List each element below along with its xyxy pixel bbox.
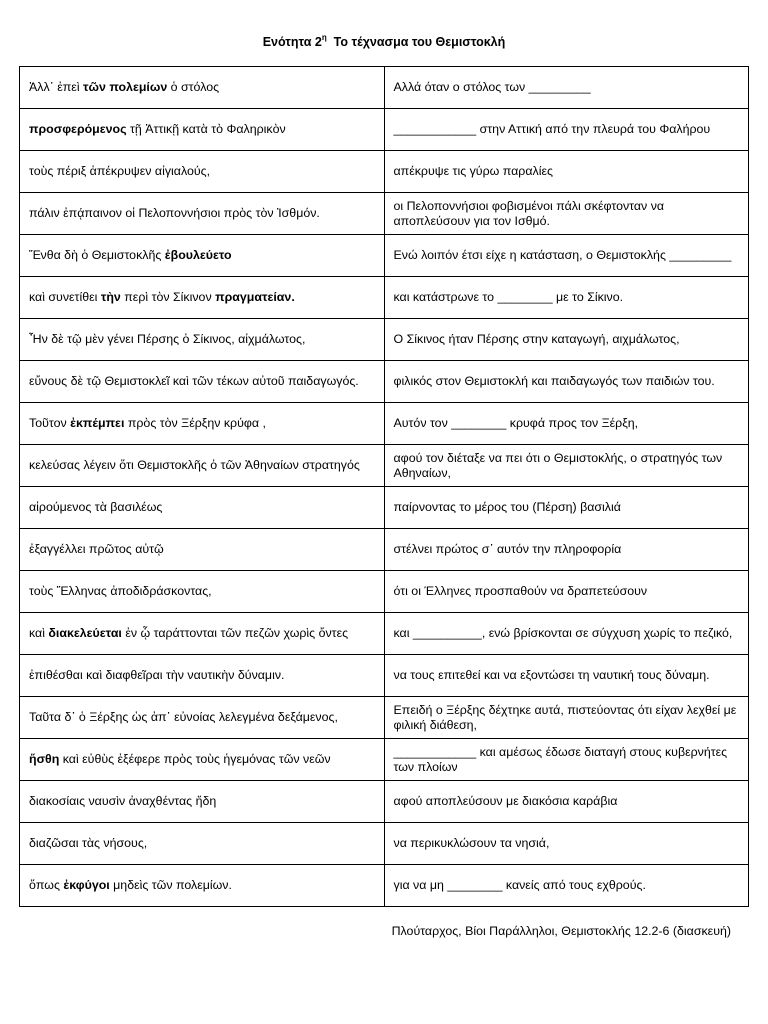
text-segment: εὔνους δὲ τῷ Θεμιστοκλεῖ καὶ τῶν τέκων αὐτοῦ παιδαγωγός. [29,374,359,389]
ancient-greek-cell [20,865,385,907]
ancient-greek-cell [20,235,385,277]
table-row [20,655,749,697]
modern-greek-cell [384,865,749,907]
text-segment: Ἔνθα δὴ ὁ Θεμιστοκλῆς [29,248,165,263]
translation-table [19,66,749,907]
ancient-greek-cell [20,487,385,529]
highlighted-term: διακελεύεται [48,626,122,641]
title-prefix: Ενότητα 2 [262,35,322,50]
table-row [20,865,749,907]
text-segment: Τοῦτον [29,416,71,431]
modern-greek-cell [384,613,749,655]
table-row [20,319,749,361]
text-segment: απέκρυψε τις γύρω παραλίες [393,164,553,179]
ancient-greek-cell [20,151,385,193]
text-segment: τοὺς Ἕλληνας ἀποδιδράσκοντας, [29,584,212,599]
table-row [20,403,749,445]
text-segment: και κατάστρωνε το ________ με το Σίκινο. [393,290,624,305]
translation-rows [20,67,749,907]
text-segment: ἐξαγγέλλει πρῶτος αὐτῷ [29,542,164,557]
ancient-greek-cell [20,781,385,823]
modern-greek-cell [384,235,749,277]
table-row [20,613,749,655]
table-row [20,67,749,109]
modern-greek-cell [384,151,749,193]
text-segment: στέλνει πρώτος σ᾽ αυτόν την πληροφορία [393,542,622,557]
text-segment: φιλικός στον Θεμιστοκλή και παιδαγωγός των παιδιών του. [393,374,715,389]
table-row [20,109,749,151]
text-segment: κελεύσας λέγειν ὅτι Θεμιστοκλῆς ὁ τῶν Ἀθηναίων στρατηγός [29,458,360,473]
modern-greek-cell [384,487,749,529]
text-segment: Επειδή ο Ξέρξης δέχτηκε αυτά, πιστεύοντας ότι είχαν λεχθεί με φιλική διάθεση, [393,703,737,732]
ancient-greek-cell [20,529,385,571]
highlighted-term: τῶν πολεμίων [83,80,168,95]
ancient-greek-cell [20,823,385,865]
text-segment: να τους επιτεθεί και να εξοντώσει τη ναυτική τους δύναμη. [393,668,710,683]
modern-greek-cell [384,697,749,739]
text-segment: ____________ και αμέσως έδωσε διαταγή στους κυβερνήτες των πλοίων [393,745,728,774]
text-segment: Αλλά όταν ο στόλος των _________ [393,80,591,95]
modern-greek-cell [384,571,749,613]
text-segment: παίρνοντας το μέρος του (Πέρση) βασιλιά [393,500,621,515]
table-row [20,361,749,403]
text-segment: ____________ στην Αττική από την πλευρά του Φαλήρου [393,122,711,137]
text-segment: Ο Σίκινος ήταν Πέρσης στην καταγωγή, αιχμάλωτος, [393,332,680,347]
text-segment: καὶ εὐθὺς ἐξέφερε πρὸς τοὺς ἡγεμόνας τῶν νεῶν [59,752,331,767]
text-segment: ὁ στόλος [167,80,220,95]
modern-greek-cell [384,403,749,445]
text-segment: ἐπιθέσθαι καὶ διαφθεῖραι τὴν ναυτικὴν δύναμιν. [29,668,285,683]
ancient-greek-cell [20,403,385,445]
text-segment: ότι οι Έλληνες προσπαθούν να δραπετεύσουν [393,584,648,599]
table-row [20,151,749,193]
text-segment: αἱρούμενος τὰ βασιλέως [29,500,163,515]
text-segment: αφού τον διέταξε να πει ότι ο Θεμιστοκλής, ο στρατηγός των Αθηναίων, [393,451,723,480]
text-segment: Ἦν δὲ τῷ μὲν γένει Πέρσης ὁ Σίκινος, αἰχμάλωτος, [29,332,306,347]
highlighted-term: τὴν [100,290,121,305]
title-superscript: η [321,33,327,42]
table-row [20,529,749,571]
highlighted-term: πραγματείαν. [215,290,295,305]
page-title [0,34,768,49]
text-segment: Ενώ λοιπόν έτσι είχε η κατάσταση, ο Θεμιστοκλής _________ [393,248,732,263]
text-segment: καὶ [29,626,49,641]
highlighted-term: ἥσθη [29,752,60,767]
modern-greek-cell [384,193,749,235]
text-segment: ἐν ᾧ ταράττονται τῶν πεζῶν χωρὶς ὄντες [121,626,349,641]
text-segment: πάλιν ἐπᾴπαινον οἱ Πελοποννήσιοι πρὸς τὸν Ἰσθμόν. [29,206,320,221]
modern-greek-cell [384,361,749,403]
modern-greek-cell [384,445,749,487]
text-segment: Ταῦτα δ᾽ ὁ Ξέρξης ὡς ἀπ᾽ εὐνοίας λελεγμένα δεξάμενος, [29,710,338,725]
text-segment: μηδεὶς τῶν πολεμίων. [109,878,232,893]
modern-greek-cell [384,529,749,571]
table-row [20,487,749,529]
table-row [20,823,749,865]
text-segment: καὶ συνετίθει [29,290,101,305]
table-row [20,571,749,613]
ancient-greek-cell [20,193,385,235]
table-row [20,235,749,277]
ancient-greek-cell [20,697,385,739]
modern-greek-cell [384,655,749,697]
title-suffix: Το τέχνασμα του Θεμιστοκλή [326,35,506,50]
table-row [20,445,749,487]
modern-greek-cell [384,823,749,865]
text-segment: για να μη ________ κανείς από τους εχθρούς. [393,878,646,893]
modern-greek-cell [384,277,749,319]
table-row [20,739,749,781]
text-segment: διακοσίαις ναυσὶν ἀναχθέντας ἤδη [29,794,217,809]
ancient-greek-cell [20,613,385,655]
table-row [20,193,749,235]
text-segment: τοὺς πέριξ ἀπέκρυψεν αἰγιαλούς, [29,164,211,179]
ancient-greek-cell [20,445,385,487]
text-segment: ὅπως [29,878,64,893]
highlighted-term: ἐκφύγοι [63,878,110,893]
text-segment: Ἀλλ᾽ ἐπεὶ [29,80,84,95]
ancient-greek-cell [20,739,385,781]
text-segment: πρὸς τὸν Ξέρξην κρύφα , [124,416,266,431]
table-row [20,781,749,823]
table-row [20,697,749,739]
ancient-greek-cell [20,319,385,361]
ancient-greek-cell [20,571,385,613]
ancient-greek-cell [20,109,385,151]
ancient-greek-cell [20,361,385,403]
text-segment: οι Πελοποννήσιοι φοβισμένοι πάλι σκέφτονταν να αποπλεύσουν για τον Ισθμό. [393,199,665,228]
highlighted-term: ἐκπέμπει [70,416,125,431]
ancient-greek-cell [20,67,385,109]
ancient-greek-cell [20,277,385,319]
text-segment: Αυτόν τον ________ κρυφά προς τον Ξέρξη, [393,416,639,431]
modern-greek-cell [384,739,749,781]
highlighted-term: προσφερόμενος [29,122,127,137]
modern-greek-cell [384,781,749,823]
source-citation: Πλούταρχος, Βίοι Παράλληλοι, Θεμιστοκλής 12.2-6 (διασκευή) [391,924,731,938]
text-segment: αφού αποπλεύσουν με διακόσια καράβια [393,794,618,809]
text-segment: να περικυκλώσουν τα νησιά, [393,836,550,851]
modern-greek-cell [384,109,749,151]
text-segment: τῇ Ἀττικῇ κατὰ τὸ Φαληρικὸν [126,122,286,137]
modern-greek-cell [384,319,749,361]
text-segment: και __________, ενώ βρίσκονται σε σύγχυση χωρίς το πεζικό, [393,626,733,641]
text-segment: διαζῶσαι τὰς νήσους, [29,836,148,851]
modern-greek-cell [384,67,749,109]
highlighted-term: ἐβουλεύετο [164,248,232,263]
text-segment: περὶ τὸν Σίκινον [120,290,216,305]
table-row [20,277,749,319]
ancient-greek-cell [20,655,385,697]
